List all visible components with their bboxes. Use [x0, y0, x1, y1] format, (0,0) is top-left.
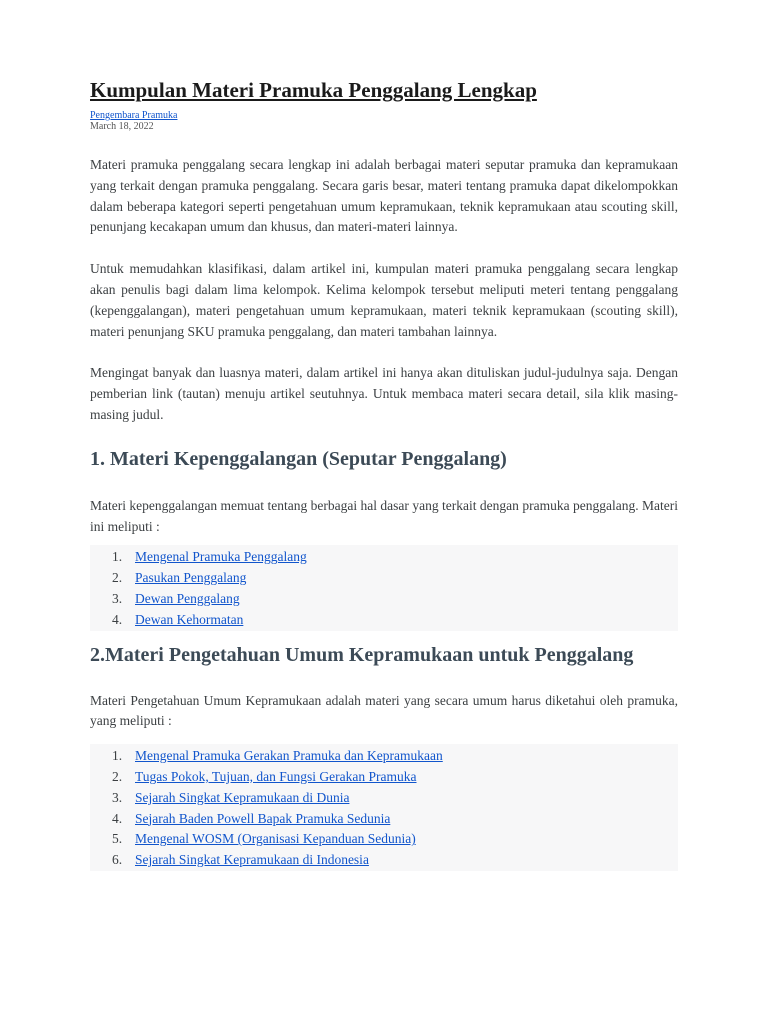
intro-paragraph-2: Untuk memudahkan klasifikasi, dalam artikel ini, kumpulan materi pramuka penggalang secara lengkap akan penulis bagi dalam lima kelompok. Kelima kelompok tersebut meliputi meteri tentang penggalang (kepenggalangan), materi pengetahuan umum kepramukaan, materi teknik kepramukaan (scouting skill), materi penunjang SKU pramuka penggalang, dan materi tambahan lainnya. — [90, 261, 678, 339]
list-number: 1. — [112, 748, 123, 764]
list-number: 5. — [112, 831, 123, 847]
list-item — [90, 746, 678, 767]
list-number: 3. — [112, 789, 123, 805]
list-link[interactable]: Sejarah Baden Powell Bapak Pramuka Sedunia — [135, 810, 391, 826]
list-number: 4. — [112, 810, 123, 826]
list-item — [90, 809, 678, 830]
list-number: 2. — [112, 570, 123, 586]
article-title: Kumpulan Materi Pramuka Penggalang Lengkap — [90, 78, 537, 102]
list-item — [90, 829, 678, 850]
list-item — [90, 767, 678, 788]
list-link[interactable]: Dewan Kehormatan — [135, 611, 244, 627]
list-link[interactable]: Tugas Pokok, Tujuan, dan Fungsi Gerakan Pramuka — [135, 768, 417, 784]
intro-paragraph-1: Materi pramuka penggalang secara lengkap ini adalah berbagai materi seputar pramuka dan kepramukaan yang terkait dengan pramuka penggalang. Secara garis besar, materi tentang pramuka dapat dikelompokkan dalam beberapa kategori seperti pengetahuan umum kepramukaan, teknik kepramukaan atau scouting skill, penunjang kecakapan umum dan khusus, dan materi-materi lainnya. — [90, 157, 678, 235]
list-link[interactable]: Mengenal Pramuka Penggalang — [135, 549, 307, 565]
list-link[interactable]: Dewan Penggalang — [135, 590, 240, 606]
list-item — [90, 850, 678, 871]
list-link[interactable]: Mengenal Pramuka Gerakan Pramuka dan Kepramukaan — [135, 748, 443, 764]
list-link[interactable]: Pasukan Penggalang — [135, 570, 247, 586]
section-list-2 — [90, 744, 678, 871]
list-number: 1. — [112, 549, 123, 565]
list-item — [90, 788, 678, 809]
intro-paragraph-3: Mengingat banyak dan luasnya materi, dalam artikel ini hanya akan dituliskan judul-judulnya saja. Dengan pemberian link (tautan) menuju artikel seutuhnya. Untuk membaca materi secara detail, sila klik masing-masing judul. — [90, 365, 678, 422]
list-number: 2. — [112, 768, 123, 784]
list-number: 4. — [112, 611, 123, 627]
section-intro-2: Materi Pengetahuan Umum Kepramukaan adalah materi yang secara umum harus diketahui oleh pramuka, yang meliputi : — [90, 692, 678, 729]
section-intro-1: Materi kepenggalangan memuat tentang berbagai hal dasar yang terkait dengan pramuka penggalang. Materi ini meliputi : — [90, 497, 678, 534]
list-link[interactable]: Mengenal WOSM (Organisasi Kepanduan Sedunia) — [135, 831, 416, 847]
list-link[interactable]: Sejarah Singkat Kepramukaan di Indonesia — [135, 852, 369, 868]
author-link[interactable]: Pengembara Pramuka — [90, 110, 178, 121]
list-link[interactable]: Sejarah Singkat Kepramukaan di Dunia — [135, 789, 350, 805]
list-item — [90, 589, 678, 610]
section-list-1 — [90, 545, 678, 630]
section-heading-1: 1. Materi Kepenggalangan (Seputar Penggalang) — [90, 447, 507, 470]
list-number: 6. — [112, 852, 123, 868]
list-item — [90, 547, 678, 568]
publish-date: March 18, 2022 — [90, 121, 154, 132]
list-item — [90, 610, 678, 631]
section-heading-2: 2.Materi Pengetahuan Umum Kepramukaan untuk Penggalang — [90, 643, 634, 666]
list-item — [90, 568, 678, 589]
list-number: 3. — [112, 590, 123, 606]
article — [90, 76, 678, 871]
